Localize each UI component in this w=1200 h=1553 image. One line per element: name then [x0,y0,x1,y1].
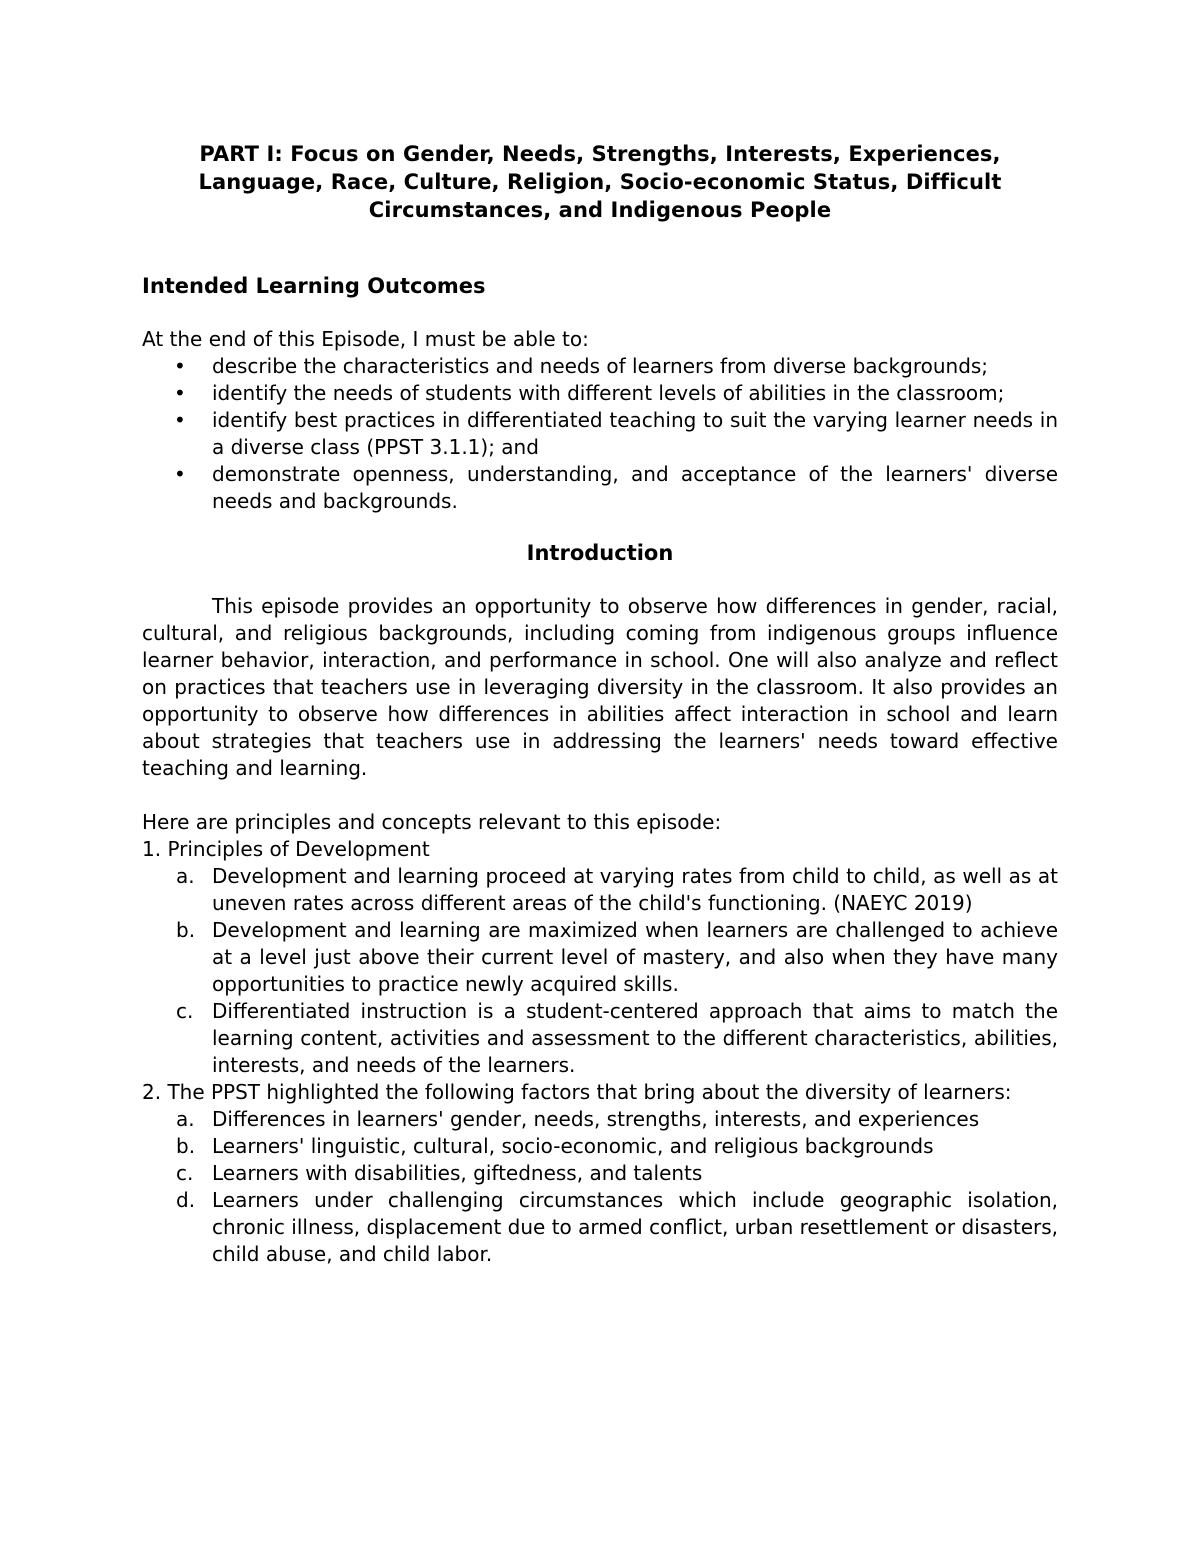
outcome-item [142,407,1058,461]
list-item [142,1187,1058,1268]
list-item-text: Development and learning proceed at varying rates from child to child, as well as at uneven rates across different areas of the child's functioning. (NAEYC 2019) [212,864,1058,915]
introduction-heading: Introduction [526,541,674,565]
bullet-icon: • [174,381,186,405]
outcome-text: describe the characteristics and needs of learners from diverse backgrounds; [212,354,989,378]
part-title-line-3: Circumstances, and Indigenous People [368,198,832,222]
principles-section-2-list [142,1106,1058,1268]
bullet-icon: • [174,462,186,486]
outcome-text: demonstrate openness, understanding, and acceptance of the learners' diverse needs and backgrounds. [212,462,1058,513]
list-marker: b. [176,918,196,942]
outcome-text: identify the needs of students with different levels of abilities in the classroom; [212,381,1005,405]
part-title-line-2: Language, Race, Culture, Religion, Socio-economic Status, Difficult [198,170,1002,194]
outcome-item [142,380,1058,407]
outcomes-lead: At the end of this Episode, I must be able to: [142,327,589,351]
list-item [142,863,1058,917]
list-marker: c. [176,999,194,1023]
document-page [142,140,1058,1268]
list-marker: a. [176,1107,195,1131]
list-item [142,917,1058,998]
list-item [142,1160,1058,1187]
principles-lead: Here are principles and concepts relevant to this episode: [142,810,722,834]
list-item-text: Differentiated instruction is a student-centered approach that aims to match the learning content, activities and assessment to the different characteristics, abilities, interests, and needs of the learners. [212,999,1058,1077]
bullet-icon: • [174,354,186,378]
principles-section-2-label: 2. The PPST highlighted the following factors that bring about the diversity of learners: [142,1080,1012,1104]
introduction-paragraph: This episode provides an opportunity to observe how differences in gender, racial, cultural, and religious backgrounds, including coming from indigenous groups influence learner behavior, interaction, and performance in school. One will also analyze and reflect on practices that teachers use in leveraging diversity in the classroom. It also provides an opportunity to observe how differences in abilities affect interaction in school and learn about strategies that teachers use in addressing the learners' needs toward effective teaching and learning. [142,594,1058,780]
list-item-text: Learners under challenging circumstances which include geographic isolation, chronic illness, displacement due to armed conflict, urban resettlement or disasters, child abuse, and child labor. [212,1188,1058,1266]
principles-section-1-label: 1. Principles of Development [142,837,430,861]
list-marker: c. [176,1161,194,1185]
list-item-text: Development and learning are maximized when learners are challenged to achieve at a level just above their current level of mastery, and also when they have many opportunities to practice newly acquired skills. [212,918,1058,996]
list-item-text: Differences in learners' gender, needs, strengths, interests, and experiences [212,1107,980,1131]
part-title-line-1: PART I: Focus on Gender, Needs, Strengths, Interests, Experiences, [199,142,1001,166]
list-item-text: Learners' linguistic, cultural, socio-economic, and religious backgrounds [212,1134,934,1158]
list-marker: a. [176,864,195,888]
outcome-text: identify best practices in differentiated teaching to suit the varying learner needs in a diverse class (PPST 3.1.1); and [212,408,1058,459]
part-title [142,140,1058,224]
outcomes-list [142,353,1058,515]
list-item [142,998,1058,1079]
principles-section-1-list [142,863,1058,1079]
bullet-icon: • [174,408,186,432]
outcome-item [142,461,1058,515]
list-marker: b. [176,1134,196,1158]
outcomes-heading: Intended Learning Outcomes [142,274,486,298]
list-marker: d. [176,1188,196,1212]
list-item [142,1133,1058,1160]
list-item-text: Learners with disabilities, giftedness, and talents [212,1161,703,1185]
list-item [142,1106,1058,1133]
outcome-item [142,353,1058,380]
